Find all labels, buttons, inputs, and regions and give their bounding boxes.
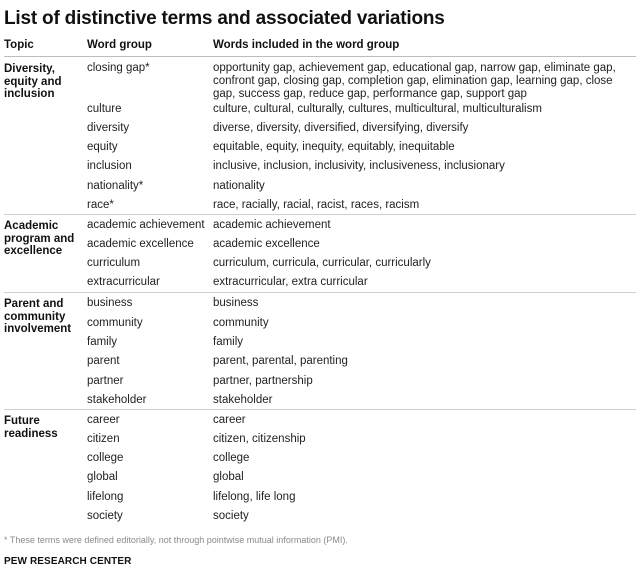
words-cell: equitable, equity, inequity, equitably, inequitable bbox=[213, 141, 455, 153]
words-cell: career bbox=[213, 414, 246, 426]
word-group-cell: race* bbox=[87, 199, 114, 211]
word-group-cell: stakeholder bbox=[87, 394, 147, 406]
word-group-cell: family bbox=[87, 336, 118, 348]
header-words: Words included in the word group bbox=[213, 39, 400, 51]
section-label-future: Future readiness bbox=[4, 415, 58, 440]
word-group-cell: inclusion bbox=[87, 160, 132, 172]
words-cell: academic achievement bbox=[213, 219, 331, 231]
words-cell: partner, partnership bbox=[213, 375, 313, 387]
words-cell: curriculum, curricula, curricular, curricularly bbox=[213, 257, 431, 269]
table-title: List of distinctive terms and associated variations bbox=[4, 8, 445, 29]
word-group-cell: lifelong bbox=[87, 491, 124, 503]
section-label-parent: Parent and community involvement bbox=[4, 298, 72, 335]
section-divider bbox=[4, 214, 636, 215]
section-divider bbox=[4, 292, 636, 293]
word-group-cell: parent bbox=[87, 355, 120, 367]
word-group-cell: business bbox=[87, 297, 133, 309]
words-cell: diverse, diversity, diversified, diversifying, diversify bbox=[213, 122, 469, 134]
word-group-cell: academic excellence bbox=[87, 238, 194, 250]
source-credit: PEW RESEARCH CENTER bbox=[4, 556, 132, 567]
words-cell: extracurricular, extra curricular bbox=[213, 276, 368, 288]
words-cell: citizen, citizenship bbox=[213, 433, 306, 445]
header-topic: Topic bbox=[4, 39, 34, 51]
word-group-cell: career bbox=[87, 414, 120, 426]
word-group-cell: community bbox=[87, 317, 143, 329]
words-cell: stakeholder bbox=[213, 394, 273, 406]
words-cell: parent, parental, parenting bbox=[213, 355, 348, 367]
words-cell: race, racially, racial, racist, races, racism bbox=[213, 199, 420, 211]
word-group-cell: nationality* bbox=[87, 180, 144, 192]
word-group-cell: closing gap* bbox=[87, 62, 150, 74]
words-cell: society bbox=[213, 510, 249, 522]
word-group-cell: citizen bbox=[87, 433, 120, 445]
words-cell: community bbox=[213, 317, 269, 329]
section-label-diversity: Diversity, equity and inclusion bbox=[4, 63, 62, 100]
word-group-cell: academic achievement bbox=[87, 219, 205, 231]
words-cell: nationality bbox=[213, 180, 265, 192]
words-cell: lifelong, life long bbox=[213, 491, 296, 503]
section-label-academic: Academic program and excellence bbox=[4, 220, 75, 257]
section-divider bbox=[4, 409, 636, 410]
word-group-cell: equity bbox=[87, 141, 118, 153]
words-cell: inclusive, inclusion, inclusivity, inclusiveness, inclusionary bbox=[213, 160, 505, 172]
word-group-cell: diversity bbox=[87, 122, 130, 134]
words-cell: culture, cultural, culturally, cultures, multicultural, multiculturalism bbox=[213, 103, 542, 115]
word-group-cell: global bbox=[87, 471, 118, 483]
word-group-cell: extracurricular bbox=[87, 276, 160, 288]
word-group-cell: curriculum bbox=[87, 257, 141, 269]
word-group-cell: culture bbox=[87, 103, 122, 115]
word-group-cell: college bbox=[87, 452, 124, 464]
header-divider bbox=[4, 56, 636, 57]
words-cell: college bbox=[213, 452, 250, 464]
words-cell: academic excellence bbox=[213, 238, 320, 250]
word-group-cell: partner bbox=[87, 375, 124, 387]
words-cell: opportunity gap, achievement gap, educational gap, narrow gap, eliminate gap, confront gap, closing gap, completion gap, elimination gap, learning gap, close gap, success gap, reduce gap, performance gap, support gap bbox=[213, 62, 616, 100]
words-cell: family bbox=[213, 336, 244, 348]
word-group-cell: society bbox=[87, 510, 123, 522]
footnote: * These terms were defined editorially, not through pointwise mutual information (PMI). bbox=[4, 535, 348, 545]
header-word-group: Word group bbox=[87, 39, 152, 51]
words-cell: business bbox=[213, 297, 259, 309]
words-cell: global bbox=[213, 471, 244, 483]
